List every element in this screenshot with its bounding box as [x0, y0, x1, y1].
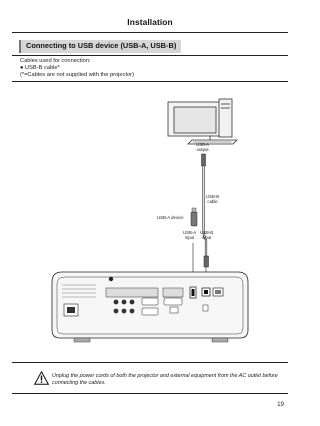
usb-b-cable-label — [206, 194, 219, 204]
usb-b-cable — [202, 154, 209, 286]
page-number: 19 — [277, 401, 284, 408]
footer-top-rule — [12, 362, 288, 363]
warning-text: Unplug the power cords of both the projector and external equipment from the AC outlet before connecting the cables. — [52, 373, 278, 386]
computer-illustration — [168, 99, 237, 144]
usb-b-cable-label-line1: USB-B — [206, 194, 220, 199]
usb-a-input-label — [183, 230, 196, 240]
section-heading: Connecting to USB device (USB-A, USB-B) — [26, 41, 177, 50]
page-title: Installation — [127, 17, 173, 27]
footer-bottom-rule — [12, 393, 288, 394]
cable-list-item: ● USB-B cable* — [20, 65, 60, 71]
cables-note: (*=Cables are not supplied with the projector) — [20, 72, 134, 78]
usb-a-device-illustration — [191, 208, 197, 226]
usb-b-input-label-line1: USB-B — [200, 230, 214, 235]
usb-a-input-label-line1: USB-A — [183, 230, 197, 235]
usb-a-input-label-line2: input — [184, 235, 195, 240]
usb-a-output-label — [196, 142, 209, 152]
cables-label: Cables used for connection: — [20, 58, 91, 64]
usb-b-input-label-line2: input — [201, 235, 212, 240]
caution-icon — [34, 371, 49, 385]
usb-a-output-label-line1: USB-A — [196, 142, 210, 147]
usb-a-output-label-line2: output — [196, 147, 209, 152]
usb-b-cable-label-line2: cable — [207, 199, 218, 204]
usb-b-input-label — [200, 230, 213, 240]
usb-a-device-label: USB-A device — [157, 215, 184, 220]
projector-illustration — [52, 272, 248, 342]
